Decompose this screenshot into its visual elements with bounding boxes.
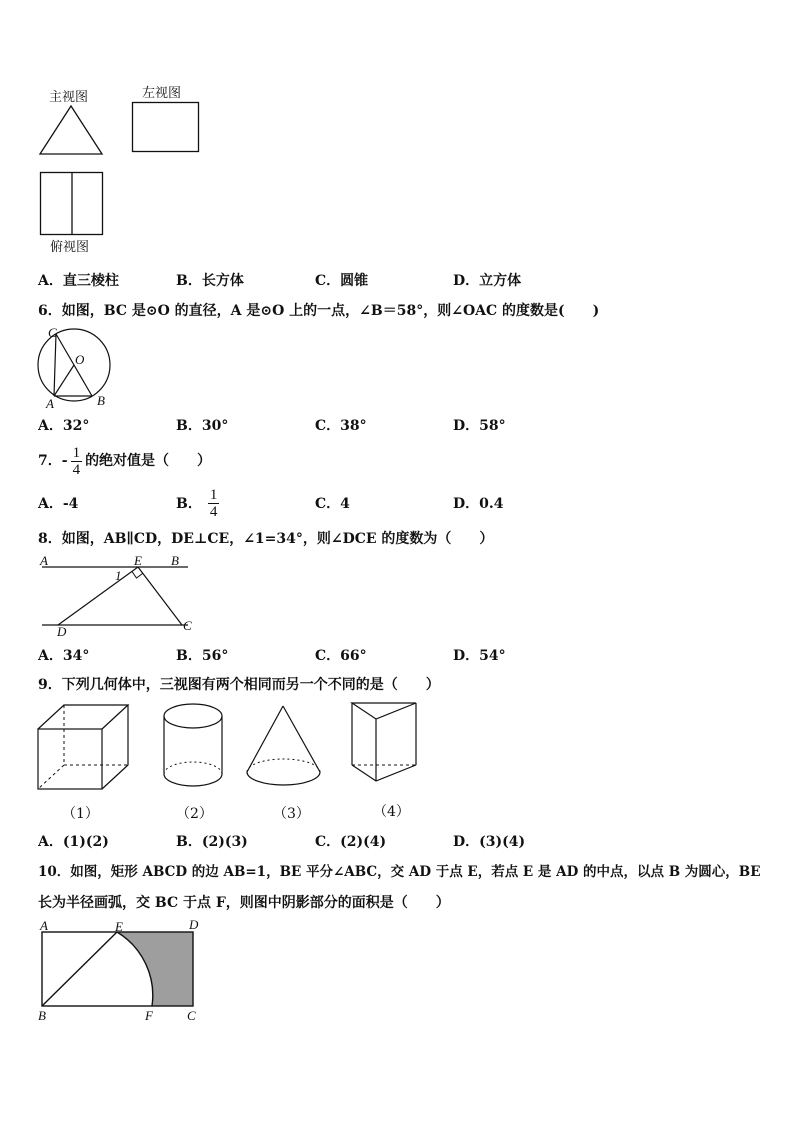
q6-option-d[interactable]: D．58°	[453, 418, 506, 434]
q8-option-d[interactable]: D．54°	[453, 648, 506, 664]
q7-fraction	[71, 445, 83, 478]
q6-option-b[interactable]: B．30°	[176, 418, 229, 434]
point-e-label: E	[115, 919, 123, 934]
point-c-label: C	[48, 325, 57, 340]
rectangle-arc-diagram	[40, 930, 198, 1010]
point-a-label: A	[40, 553, 48, 568]
q8-option-c[interactable]: C．66°	[315, 648, 367, 664]
q9-option-d[interactable]: D．(3)(4)	[453, 834, 526, 850]
q10-stem-line1: 10．如图，矩形 ABCD 的边 AB=1，BE 平分∠ABC，交 AD 于点 E，若点 E 是 AD 的中点，以点 B 为圆心，BE	[38, 864, 761, 880]
q7-option-d[interactable]: D．0.4	[453, 496, 504, 512]
q7-option-b-fraction	[208, 487, 220, 520]
q6-stem: 6．如图，BC 是⊙O 的直径，A 是⊙O 上的一点，∠B＝58°，则∠OAC 的度数是( )	[38, 303, 600, 319]
left-view-label: 左视图	[142, 86, 182, 101]
q9-stem: 9．下列几何体中，三视图有两个相同而另一个不同的是（ ）	[38, 677, 440, 693]
q7-option-c[interactable]: C．4	[315, 496, 350, 512]
q7-numerator: 1	[72, 444, 81, 461]
q10-stem-line2: 长为半径画弧，交 BC 于点 F，则图中阴影部分的面积是（ ）	[38, 895, 450, 911]
point-c-label: C	[187, 1008, 196, 1023]
q5-option-c[interactable]: C．圆锥	[315, 273, 369, 289]
solid-caption-2: （2）	[176, 806, 213, 822]
q7-option-b-numerator: 1	[209, 486, 218, 503]
point-e-label: E	[134, 553, 142, 568]
q8-option-a[interactable]: A．34°	[38, 648, 90, 664]
front-view-label: 主视图	[49, 90, 89, 105]
q7-option-b-letter: B．	[176, 496, 202, 512]
solid-caption-4: （4）	[373, 804, 410, 820]
q6-option-a[interactable]: A．32°	[38, 418, 90, 434]
solid-caption-1: （1）	[62, 806, 99, 822]
q7-option-b[interactable]	[176, 482, 219, 524]
q5-option-d[interactable]: D．立方体	[453, 273, 522, 289]
point-b-label: B	[171, 553, 179, 568]
front-view-triangle	[38, 104, 104, 156]
q5-option-a[interactable]: A．直三棱柱	[38, 273, 119, 289]
q7-option-b-denominator: 4	[209, 503, 218, 520]
point-c-label: C	[183, 618, 192, 633]
top-view-rectangle	[39, 171, 105, 237]
q7-option-a[interactable]: A．-4	[38, 496, 79, 512]
q9-option-c[interactable]: C．(2)(4)	[315, 834, 387, 850]
point-d-label: D	[189, 917, 199, 932]
point-b-label: B	[38, 1008, 46, 1023]
q7-denominator: 4	[72, 461, 81, 478]
q7-prefix: 7．-	[38, 453, 68, 469]
q7-stem	[38, 440, 211, 482]
solid-caption-3: （3）	[273, 806, 310, 822]
cube-solid	[36, 703, 130, 793]
point-d-label: D	[57, 624, 67, 639]
point-f-label: F	[145, 1008, 153, 1023]
point-a-label: A	[40, 918, 48, 933]
point-b-label: B	[97, 393, 105, 408]
angle-1-label: 1	[115, 568, 122, 583]
q7-suffix: 的绝对值是（ ）	[85, 453, 212, 469]
left-view-rectangle	[131, 101, 201, 153]
q5-option-b[interactable]: B．长方体	[176, 273, 244, 289]
triangular-prism-solid	[350, 701, 420, 783]
q9-option-b[interactable]: B．(2)(3)	[176, 834, 248, 850]
top-view-label: 俯视图	[50, 240, 90, 255]
point-o-label: O	[75, 352, 85, 367]
q6-option-c[interactable]: C．38°	[315, 418, 367, 434]
cone-solid	[244, 704, 324, 790]
q9-option-a[interactable]: A．(1)(2)	[38, 834, 109, 850]
point-a-label: A	[46, 396, 54, 411]
cylinder-solid	[162, 702, 226, 790]
q8-option-b[interactable]: B．56°	[176, 648, 229, 664]
q8-stem: 8．如图，AB∥CD，DE⊥CE，∠1=34°，则∠DCE 的度数为（ ）	[38, 531, 494, 547]
